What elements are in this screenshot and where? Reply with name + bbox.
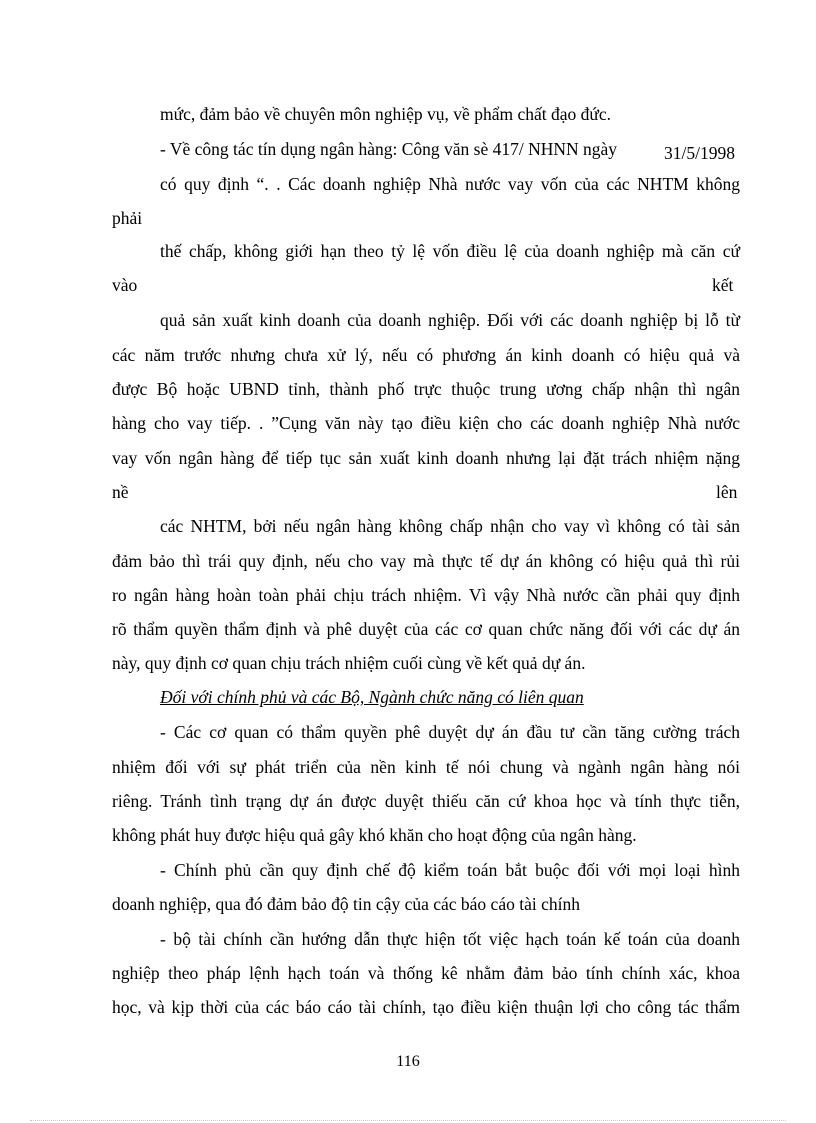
text-line: học, và kịp thời của các báo cáo tài chính, tạo điều kiện thuận lợi cho công tác thẩm [112, 997, 740, 1017]
text-line: mức, đảm bảo về chuyên môn nghiệp vụ, về phẩm chất đạo đức. [160, 104, 611, 124]
text-line: các năm trước nhưng chưa xử lý, nếu có phương án kinh doanh có hiệu quả và [112, 345, 740, 365]
text-line: có quy định “. . Các doanh nghiệp Nhà nước vay vốn của các NHTM không [160, 174, 740, 194]
text-line: không phát huy được hiệu quả gây khó khăn cho hoạt động của ngân hàng. [112, 825, 637, 845]
text-line: này, quy định cơ quan chịu trách nhiệm cuối cùng về kết quả dự án. [112, 653, 586, 673]
text-line: nề [112, 482, 129, 502]
section-heading: Đối với chính phủ và các Bộ, Ngành chức năng có liên quan [160, 687, 584, 707]
text-line: lên [716, 482, 738, 502]
text-line: được Bộ hoặc UBND tỉnh, thành phố trực thuộc trung ương chấp nhận thì ngân [112, 379, 740, 399]
text-line: vào [112, 275, 138, 295]
text-line: kết [712, 275, 734, 295]
text-line: - bộ tài chính cần hướng dẫn thực hiện tốt việc hạch toán kế toán của doanh [160, 929, 740, 949]
text-line: - Về công tác tín dụng ngân hàng: Công văn sè 417/ NHNN ngày [160, 139, 618, 159]
text-line: thế chấp, không giới hạn theo tỷ lệ vốn điều lệ của doanh nghiệp mà căn cứ [160, 241, 740, 261]
page-bottom-divider [30, 1120, 786, 1121]
page-number: 116 [396, 1053, 420, 1070]
text-line: doanh nghiệp, qua đó đảm bảo độ tin cậy của các báo cáo tài chính [112, 894, 580, 914]
text-line: các NHTM, bởi nếu ngân hàng không chấp nhận cho vay vì không có tài sản [160, 516, 740, 536]
text-line: phải [112, 208, 143, 228]
text-line: vay vốn ngân hàng để tiếp tục sản xuất kinh doanh nhưng lại đặt trách nhiệm nặng [112, 448, 740, 468]
text-line: nghiệp theo pháp lệnh hạch toán và thống kê nhằm đảm bảo tính chính xác, khoa [112, 963, 740, 983]
text-line: nhiệm đối với sự phát triển của nền kinh tế nói chung và ngành ngân hàng nói [112, 757, 740, 777]
text-line: hàng cho vay tiếp. . ”Cụng văn này tạo điều kiện cho các doanh nghiệp Nhà nước [112, 413, 740, 433]
text-line: đảm bảo thì trái quy định, nếu cho vay mà thực tế dự án không có hiệu quả thì rủi [112, 551, 740, 571]
text-line: - Chính phủ cần quy định chế độ kiểm toán bắt buộc đối với mọi loại hình [160, 860, 740, 880]
text-line: riêng. Tránh tình trạng dự án được duyệt thiếu căn cứ khoa học và tính thực tiễn, [112, 791, 740, 811]
text-line: 31/5/1998 [664, 143, 735, 163]
text-line: ro ngân hàng hoàn toàn phải chịu trách nhiệm. Vì vậy Nhà nước cần phải quy định [112, 585, 740, 605]
text-line: rõ thẩm quyền thẩm định và phê duyệt của các cơ quan chức năng đối với các dự án [112, 619, 740, 639]
text-line: quả sản xuất kinh doanh của doanh nghiệp. Đối với các doanh nghiệp bị lỗ từ [160, 310, 740, 330]
text-line: - Các cơ quan có thẩm quyền phê duyệt dự án đầu tư cần tăng cường trách [160, 722, 740, 742]
